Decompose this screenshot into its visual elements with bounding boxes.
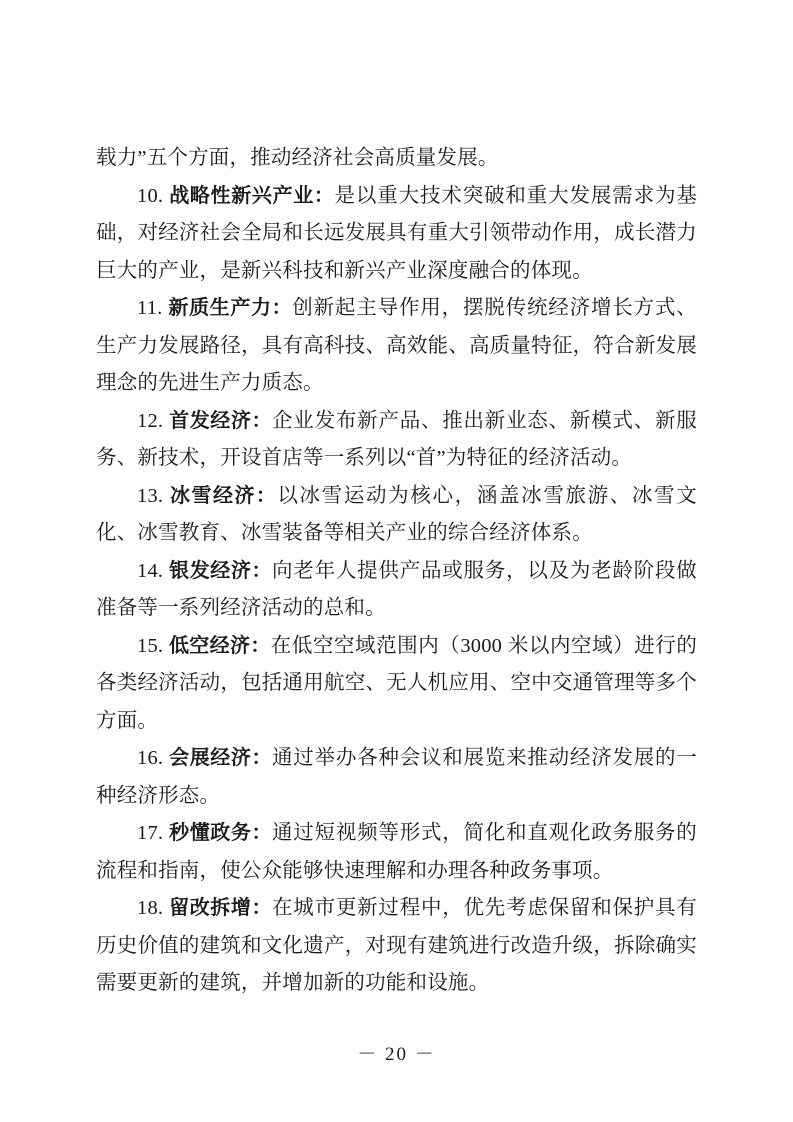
definition-entry-10 [96,178,697,291]
definition-entry-15 [96,628,697,741]
entry-term: 新质生产力 [168,297,272,319]
entry-term: 战略性新兴产业 [169,184,314,207]
entry-number: 17. [137,822,164,844]
entry-text: 通过短视频等形式，简化和直观化政务服务的流程和指南，使公众能够快速理解和办理各种政务事项。 [96,822,698,882]
entry-separator: ： [251,747,273,769]
entry-term: 低空经济 [168,634,251,657]
entry-term: 首发经济 [169,409,252,432]
entry-text: 以冰雪运动为核心，涵盖冰雪旅游、冰雪文化、冰雪教育、冰雪装备等相关产业的综合经济体系。 [96,484,698,544]
entry-separator: ： [251,897,273,919]
definition-entry-17 [96,815,697,890]
entry-text: 是以重大技术突破和重大发展需求为基础，对经济社会全局和长远发展具有重大引领带动作用，成长潜力巨大的产业，是新兴科技和新兴产业深度融合的体现。 [96,184,698,282]
entry-separator: ： [255,484,278,507]
definition-entry-12 [96,403,697,478]
entry-separator: ： [250,634,271,657]
definition-entry-11 [96,290,697,403]
entry-number: 12. [137,409,164,432]
definition-entry-18 [96,890,697,1003]
entry-term: 银发经济 [169,559,252,582]
footer-dash-right: － [414,1044,436,1065]
entry-term: 会展经济 [169,747,252,769]
entry-separator: ： [251,409,273,432]
entry-separator: ： [251,559,273,582]
definition-entry-16 [96,740,697,815]
entry-text: 创新起主导作用，摆脱传统经济增长方式、生产力发展路径，具有高科技、高效能、高质量特征，符合新发展理念的先进生产力质态。 [96,297,698,394]
entry-term: 冰雪经济 [170,484,256,507]
entry-text: 企业发布新产品、推出新业态、新模式、新服务、新技术，开设首店等一系列以“首”为特征的经济活动。 [96,409,698,469]
entry-number: 11. [137,297,163,319]
entry-number: 14. [137,559,164,582]
document-body [96,140,697,1003]
entry-separator: ： [313,184,335,207]
entry-number: 15. [137,634,164,657]
entry-number: 10. [137,184,164,207]
entry-text: 向老年人提供产品或服务，以及为老龄阶段做准备等一系列经济活动的总和。 [96,559,698,619]
entry-number: 13. [137,484,164,507]
page-number: 20 [385,1044,408,1065]
footer-dash-left: － [357,1044,379,1065]
entry-text: 在低空空域范围内（3000 米以内空域）进行的各类经济活动，包括通用航空、无人机应用、空中交通管理等多个方面。 [96,634,698,732]
page-footer [0,1039,793,1066]
entry-term: 留改拆增 [169,897,252,919]
entry-term: 秒懂政务 [169,822,252,844]
entry-separator: ： [271,297,293,319]
entry-number: 18. [137,897,164,919]
entry-number: 16. [137,747,164,769]
definition-entry-13 [96,478,697,553]
definition-entry-14 [96,553,697,628]
continuation-paragraph: 载力”五个方面，推动经济社会高质量发展。 [96,147,499,169]
entry-text: 在城市更新过程中，优先考虑保留和保护具有历史价值的建筑和文化遗产，对现有建筑进行改造升级，拆除确实需要更新的建筑，并增加新的功能和设施。 [96,897,698,994]
entry-separator: ： [251,822,273,844]
entry-text: 通过举办各种会议和展览来推动经济发展的一种经济形态。 [96,747,698,807]
